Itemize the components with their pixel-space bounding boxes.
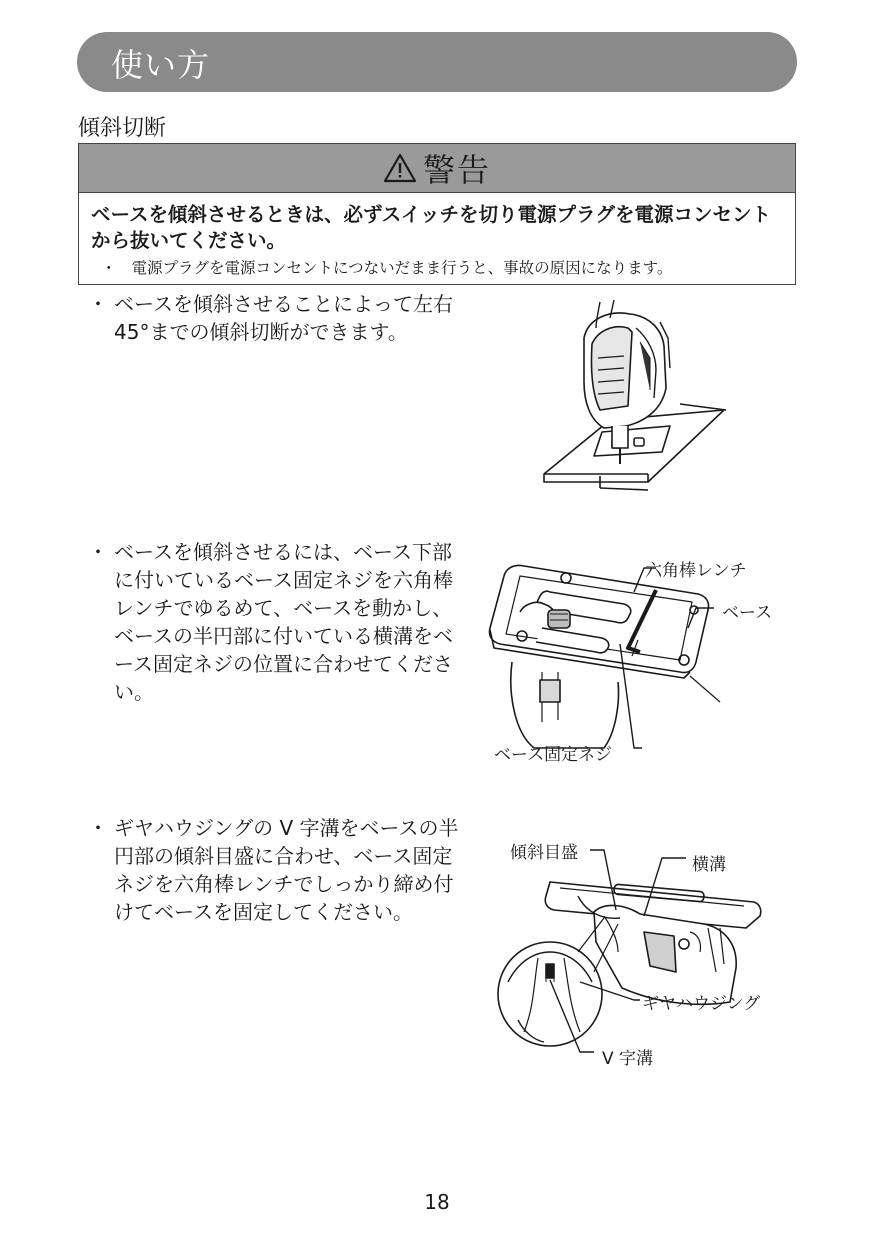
warning-title: 警告 — [422, 151, 491, 189]
bullet-mark: ・ — [88, 816, 108, 840]
bullet-item — [88, 814, 460, 926]
label-base: ベース — [722, 603, 773, 623]
label-hex-wrench: 六角棒レンチ — [645, 561, 747, 581]
bullet-mark: ・ — [88, 292, 108, 316]
bullet-item — [88, 290, 460, 346]
bullet-item — [88, 538, 460, 706]
bullet-text: ベースを傾斜させることによって左右 45°までの傾斜切断ができます。 — [114, 292, 453, 344]
warning-sub-text — [101, 256, 672, 278]
page-number: 18 — [424, 1190, 450, 1214]
page-title: 使い方 — [111, 46, 211, 84]
warning-triangle-icon — [383, 153, 417, 183]
label-groove: 横溝 — [692, 855, 726, 875]
base-screw-illustration — [484, 552, 744, 762]
bullet-text: ベースを傾斜させるには、ベース下部に付いているベース固定ネジを六角棒レンチでゆるめて、ベースを動かし、ベースの半円部に付いている横溝をベース固定ネジの位置に合わせてください。 — [114, 540, 453, 704]
label-v-groove: V 字溝 — [602, 1049, 654, 1069]
warning-header — [79, 144, 795, 193]
label-bevel-scale: 傾斜目盛 — [510, 843, 578, 863]
jigsaw-bevel-illustration — [540, 298, 740, 498]
warning-main-text: ベースを傾斜させるときは、必ずスイッチを切り電源プラグを電源コンセントから抜いてください。 — [91, 203, 771, 252]
bullet-text: ギヤハウジングの V 字溝をベースの半円部の傾斜目盛に合わせ、ベース固定ネジを六角棒レンチでしっかり締め付けてベースを固定してください。 — [114, 816, 459, 924]
warning-box — [78, 143, 796, 285]
warning-sub-label: 電源プラグを電源コンセントにつないだまま行うと、事故の原因になります。 — [131, 259, 673, 277]
header-bar — [77, 32, 797, 92]
label-gear-housing: ギヤハウジング — [642, 994, 761, 1014]
label-base-screw: ベース固定ネジ — [494, 745, 613, 765]
bullet-mark: ・ — [88, 540, 108, 564]
warning-sub-bullet: ・ — [101, 259, 117, 277]
section-title: 傾斜切断 — [78, 116, 167, 141]
